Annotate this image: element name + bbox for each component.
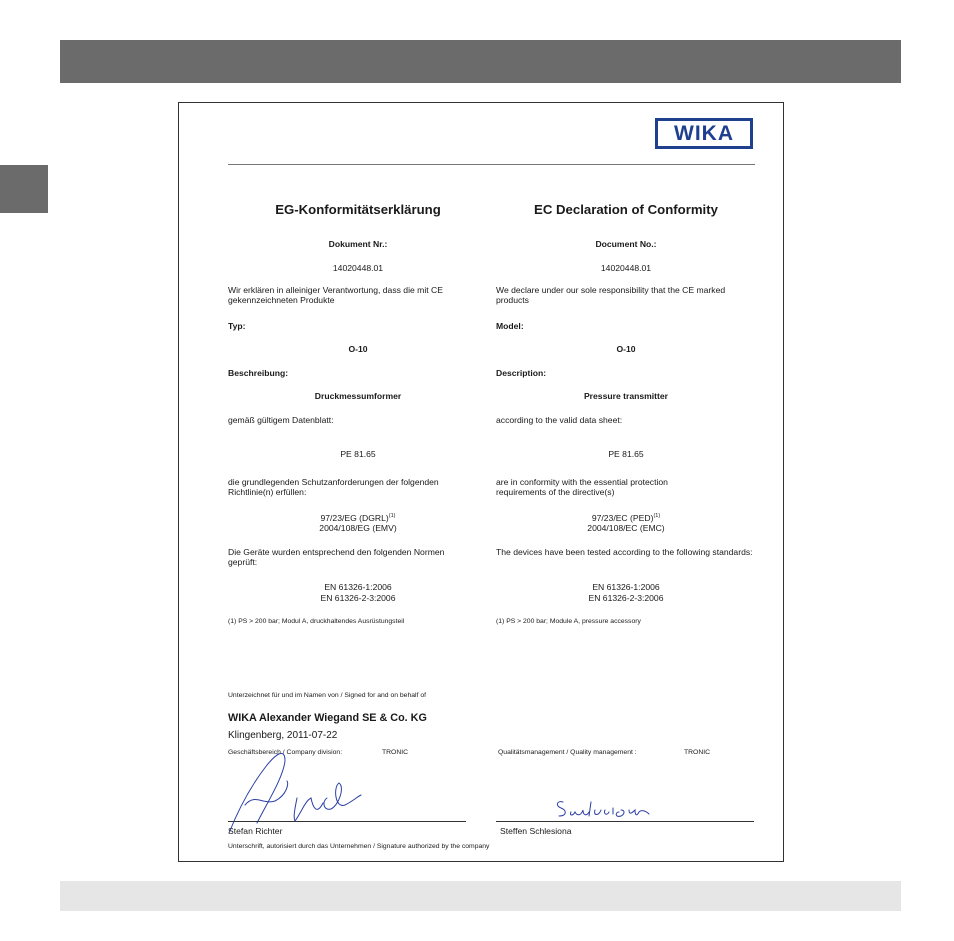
- english-datasheet-value: PE 81.65: [608, 449, 644, 459]
- german-doc-number: 14020448.01: [332, 263, 384, 273]
- division-value: TRONIC: [382, 749, 409, 756]
- german-type-value: O-10: [348, 344, 368, 354]
- header-divider: [228, 164, 755, 165]
- german-desc-label: Beschreibung:: [228, 368, 289, 378]
- german-directive-1-note: (1): [388, 513, 396, 520]
- signature-schlesiona: [553, 796, 653, 824]
- english-directive-1-text: 97/23/EC (PED): [591, 513, 654, 523]
- signature-richter: [227, 743, 367, 838]
- german-directive-1-text: 97/23/EG (DGRL): [320, 513, 389, 523]
- signer-2-name: Steffen Schlesiona: [500, 826, 572, 836]
- qm-value: TRONIC: [684, 749, 711, 756]
- english-directive-1: [496, 513, 756, 523]
- german-datasheet-text: gemäß gültigem Datenblatt:: [228, 415, 334, 425]
- german-directive-2: 2004/108/EG (EMV): [319, 523, 397, 533]
- certificate: [178, 102, 784, 862]
- authorized-note: Unterschrift, autorisiert durch das Unternehmen / Signature authorized by the company: [228, 843, 490, 850]
- english-footnote: (1) PS > 200 bar; Module A, pressure accessory: [496, 618, 641, 625]
- division-label: Geschäftsbereich / Company division:: [228, 749, 343, 756]
- german-tested: Die Geräte wurden entsprechend den folgenden Normen geprüft:: [228, 547, 445, 567]
- place-date: Klingenberg, 2011-07-22: [228, 730, 338, 741]
- english-declaration: We declare under our sole responsibility that the CE marked products: [496, 285, 726, 305]
- german-standard-2: EN 61326-2-3:2006: [320, 593, 396, 603]
- english-directive-2: 2004/108/EC (EMC): [587, 523, 665, 533]
- english-desc-label: Description:: [496, 368, 547, 378]
- german-type-label: Typ:: [228, 321, 246, 331]
- english-standard-2: EN 61326-2-3:2006: [588, 593, 664, 603]
- page-footer-bar: [60, 881, 901, 911]
- english-standard-1: EN 61326-1:2006: [592, 582, 660, 592]
- german-requirements: die grundlegenden Schutzanforderungen der folgenden Richtlinie(n) erfüllen:: [228, 477, 439, 497]
- english-title: EC Declaration of Conformity: [534, 202, 718, 217]
- german-directive-1: [228, 513, 488, 523]
- page-header-bar: [60, 40, 901, 83]
- signer-1-name: Stefan Richter: [228, 826, 283, 836]
- german-desc-value: Druckmessumformer: [314, 391, 402, 401]
- english-datasheet-text: according to the valid data sheet:: [496, 415, 623, 425]
- company-name: WIKA Alexander Wiegand SE & Co. KG: [228, 712, 427, 724]
- side-tab-marker: [0, 165, 48, 213]
- signature-line-2: [496, 821, 754, 822]
- german-doc-label: Dokument Nr.:: [328, 239, 388, 249]
- signature-line-1: [228, 821, 466, 822]
- signed-for-text: Unterzeichnet für und im Namen von / Signed for and on behalf of: [228, 692, 426, 699]
- german-title: EG-Konformitätserklärung: [275, 202, 441, 217]
- german-datasheet-value: PE 81.65: [340, 449, 376, 459]
- german-standard-1: EN 61326-1:2006: [324, 582, 392, 592]
- english-doc-label: Document No.:: [595, 239, 657, 249]
- english-tested: The devices have been tested according to the following standards:: [496, 547, 753, 557]
- english-doc-number: 14020448.01: [600, 263, 652, 273]
- qm-label: Qualitätsmanagement / Quality management :: [498, 749, 637, 756]
- english-desc-value: Pressure transmitter: [583, 391, 669, 401]
- english-type-label: Model:: [496, 321, 524, 331]
- german-footnote: (1) PS > 200 bar; Modul A, druckhaltendes Ausrüstungsteil: [228, 618, 405, 625]
- wika-logo: WIKA: [655, 118, 753, 149]
- german-declaration: Wir erklären in alleiniger Verantwortung, dass die mit CE gekennzeichneten Produkte: [228, 285, 443, 305]
- english-requirements: are in conformity with the essential protection requirements of the directive(s): [496, 477, 668, 497]
- english-directive-1-note: (1): [653, 513, 661, 520]
- english-type-value: O-10: [616, 344, 636, 354]
